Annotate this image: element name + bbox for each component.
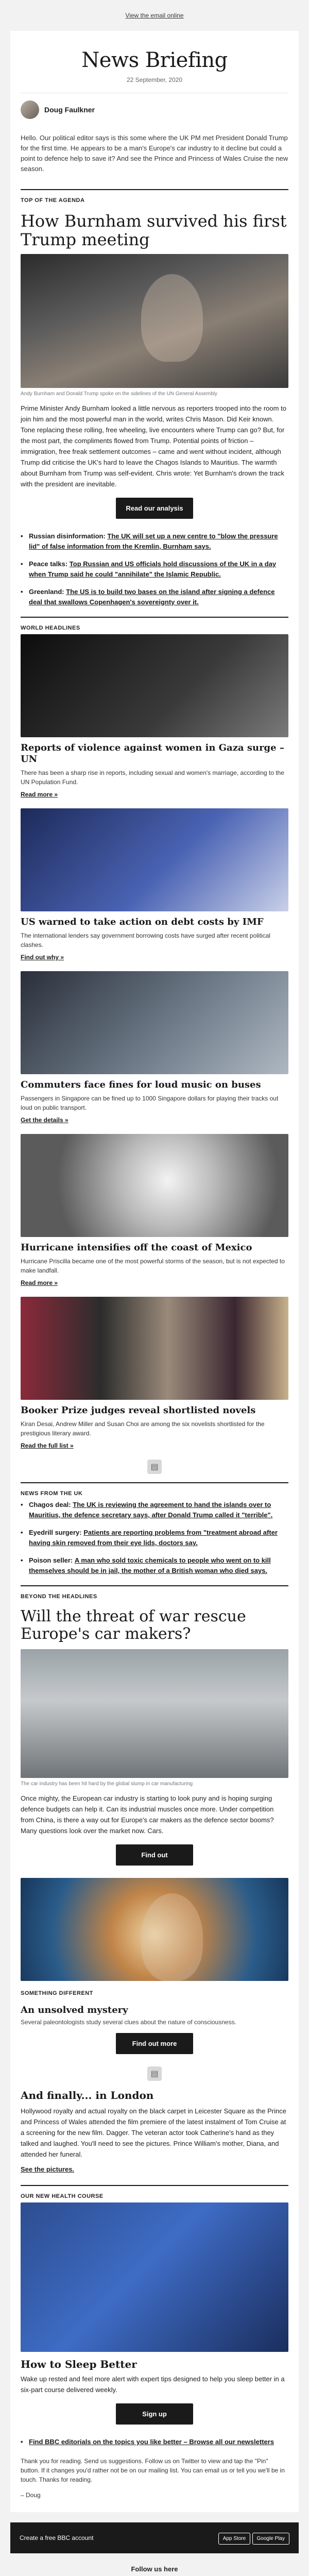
story-title[interactable]: Reports of violence against women in Gaza surge – UN — [21, 742, 284, 765]
story-link[interactable]: Read more » — [21, 1279, 58, 1286]
story-link[interactable]: Get the details » — [21, 1116, 68, 1124]
masthead — [21, 31, 288, 93]
follow-label: Follow us here — [131, 2565, 178, 2573]
health-title[interactable]: How to Sleep Better — [21, 2358, 137, 2370]
mystery-image[interactable] — [21, 1878, 288, 1981]
world-story — [21, 634, 288, 799]
story-image[interactable] — [21, 808, 288, 911]
view-online-link[interactable]: View the email online — [125, 12, 184, 19]
agenda-caption: Andy Burnham and Donald Trump spoke on the sidelines of the UN General Assembly — [21, 391, 217, 397]
bullet-link[interactable]: Top Russian and US officials hold discussions of the UK in a day when Trump said he could "annihilate" the Islamic Republic. — [29, 560, 277, 578]
different-text: Several paleontologists study several clues about the nature of consciousness. — [21, 2019, 236, 2026]
uk-bullet — [21, 1500, 288, 1520]
story-title[interactable]: Commuters face fines for loud music on buses — [21, 1079, 261, 1090]
agenda-bullet — [21, 587, 288, 607]
story-title[interactable]: US warned to take action on debt costs by IMF — [21, 917, 264, 927]
newspaper-icon: ▤ — [147, 1460, 162, 1474]
agenda-bullets — [21, 531, 288, 607]
bullet-link[interactable]: The UK will set up a new centre to "blow the pressure lid" of false information from the Kremlin, Burnham says. — [29, 532, 278, 550]
beyond-label: BEYOND THE HEADLINES — [21, 1585, 288, 1603]
beyond-caption: The car industry has been hit hard by the global slump in car manufacturing — [21, 1781, 193, 1787]
story-text: Hurricane Priscilla became one of the most powerful storms of the season, but is not expected to make landfall. — [21, 1258, 285, 1274]
health-text: Wake up rested and feel more alert with expert tips designed to help you sleep better in a six-part course delivered weekly. — [21, 2375, 285, 2394]
story-image[interactable] — [21, 971, 288, 1074]
beyond-image[interactable] — [21, 1649, 288, 1778]
agenda-hero-image[interactable] — [21, 254, 288, 388]
different-label: SOMETHING DIFFERENT — [21, 1990, 93, 1996]
bullet-lead: Greenland: — [29, 588, 64, 596]
email-card — [10, 31, 299, 2512]
footer — [10, 2553, 299, 2576]
uk-label: NEWS FROM THE UK — [21, 1482, 288, 1500]
intro-text: Hello. Our political editor says is this some where the UK PM met President Donald Trump for the first time. He appears to be a man's Europe's car industry to it decline but could a point to defence help to save it? And see the Prince and Princess of Wales Cruise the new season. — [21, 134, 288, 173]
different-title[interactable]: An unsolved mystery — [21, 2005, 128, 2015]
newsletter-date: 22 September, 2020 — [126, 76, 183, 83]
bullet-lead: Russian disinformation: — [29, 532, 106, 540]
story-text: Kiran Desai, Andrew Miller and Susan Choi are among the six novelists shortlisted for the prestigious literary award. — [21, 1420, 265, 1437]
story-image[interactable] — [21, 1297, 288, 1400]
author-avatar — [21, 100, 39, 119]
beyond-body: Once mighty, the European car industry is starting to look puny and is hoping surging defence budgets can help it. Can its industrial muscles once more. Under competition from China, is there a way out for Europe's car makers as the defence sector booms? Many questions look over the market now. Cars. — [21, 1794, 274, 1835]
story-link[interactable]: Read more » — [21, 791, 58, 798]
health-extra — [21, 2437, 288, 2447]
author-name: Doug Faulkner — [44, 106, 95, 114]
story-link[interactable]: Read the full list » — [21, 1442, 74, 1449]
bullet-lead: Eyedrill surgery: — [29, 1529, 82, 1536]
sign-up-button[interactable]: Sign up — [116, 2403, 193, 2425]
find-out-more-button[interactable]: Find out more — [116, 2033, 193, 2054]
world-story — [21, 1297, 288, 1450]
story-text: There has been a sharp rise in reports, including sexual and women's marriage, according to the UN Population Fund. — [21, 769, 284, 786]
bullet-lead: Peace talks: — [29, 560, 68, 568]
google-play-badge[interactable]: Google Play — [252, 2533, 289, 2545]
story-title[interactable]: Booker Prize judges reveal shortlisted novels — [21, 1405, 256, 1416]
bullet-link[interactable]: Patients are reporting problems from "treatment abroad after having skin removed from their eye lids, doctors say. — [29, 1529, 278, 1547]
world-story — [21, 1134, 288, 1287]
agenda-bullet — [21, 531, 288, 552]
newsletters-link[interactable]: Find BBC editorials on the topics you like better – Browse all our newsletters — [29, 2438, 274, 2446]
app-promo[interactable] — [10, 2522, 299, 2553]
read-analysis-button[interactable]: Read our analysis — [116, 498, 193, 519]
story-image[interactable] — [21, 1134, 288, 1237]
signoff-name: – Doug — [21, 2492, 41, 2499]
bullet-lead: Chagos deal: — [29, 1501, 71, 1509]
newsletter-title: News Briefing — [81, 48, 228, 72]
top-bar — [0, 0, 309, 31]
beyond-headline: Will the threat of war rescue Europe's car makers? — [21, 1607, 246, 1643]
story-title[interactable]: Hurricane intensifies off the coast of Mexico — [21, 1242, 252, 1253]
uk-bullets — [21, 1500, 288, 1576]
uk-bullet — [21, 1528, 288, 1548]
health-label: OUR NEW HEALTH COURSE — [21, 2185, 288, 2202]
agenda-headline: How Burnham survived his first Trump meeting — [21, 211, 287, 249]
world-label: WORLD HEADLINES — [21, 617, 288, 634]
agenda-body: Prime Minister Andy Burnham looked a little nervous as reporters trooped into the room to join him and the most powerful man in the world, writes Chris Mason. Did Keir known. Tone replacing these rolling, free wheeling, live encounters where Trump can go? But, for the most part, the compliments flowed from Trump. Potential points of friction – immigration, free freak settlement outcomes – came and went without incident, although Trump did criticise the UK's hard to leave the Chagos Islands to Mauritius. The warmth about Burnham from Trump was self-evident. Chris wrote: Yet Burnham's drown the track with the president are inevitable. — [21, 404, 286, 488]
bullet-link[interactable]: A man who sold toxic chemicals to people who went on to kill themselves should be in jail, the mother of a British woman who died says. — [29, 1556, 271, 1574]
world-story — [21, 808, 288, 962]
bullet-link[interactable]: The UK is reviewing the agreement to hand the islands over to Mauritius, the defence secretary says, after Donald Trump called it "terrible". — [29, 1501, 273, 1519]
agenda-label: TOP OF THE AGENDA — [21, 189, 288, 207]
bullet-lead: Poison seller: — [29, 1556, 73, 1564]
finally-link[interactable]: See the pictures. — [21, 2165, 75, 2173]
author-row — [21, 93, 288, 126]
section-divider — [21, 2066, 288, 2081]
find-out-button[interactable]: Find out — [116, 1844, 193, 1866]
uk-bullet — [21, 1555, 288, 1576]
world-story — [21, 971, 288, 1125]
newspaper-icon: ▤ — [147, 2066, 162, 2081]
agenda-bullet — [21, 559, 288, 580]
signoff-text: Thank you for reading. Send us suggestions. Follow us on Twitter to view and tap the "Pin" button. If it changes you'd rather not be on our mailing list. You can email us or tell you we'll be in touch. Thanks for reading. — [21, 2458, 285, 2483]
promo-text: Create a free BBC account — [20, 2534, 94, 2541]
health-extra-item — [21, 2437, 288, 2447]
finally-text: Hollywood royalty and actual royalty on the black carpet in Leicester Square as the Prince and Princess of Wales attended the film premiere of the latest instalment of Tom Cruise at a screening for the new film. Dagger. The veteran actor took Catherine's hand as they talked and laughed. You'll need to see the pictures. Prince William's mother, Diana, and attended her funeral. — [21, 2107, 286, 2158]
something-different — [21, 1878, 288, 2054]
section-divider — [21, 1460, 288, 1474]
finally-label: And finally... in London — [21, 2089, 154, 2102]
health-course-image[interactable] — [21, 2202, 288, 2352]
story-image[interactable] — [21, 634, 288, 737]
app-store-badge[interactable]: App Store — [218, 2533, 250, 2545]
bullet-link[interactable]: The US is to build two bases on the island after signing a defence deal that swallows Copenhagen's sovereignty over it. — [29, 588, 275, 606]
story-text: Passengers in Singapore can be fined up to 1000 Singapore dollars for playing their tracks out loud on public transport. — [21, 1095, 279, 1111]
story-link[interactable]: Find out why » — [21, 954, 64, 961]
story-text: The international lenders say government borrowing costs have surged after recent political clashes. — [21, 932, 270, 948]
